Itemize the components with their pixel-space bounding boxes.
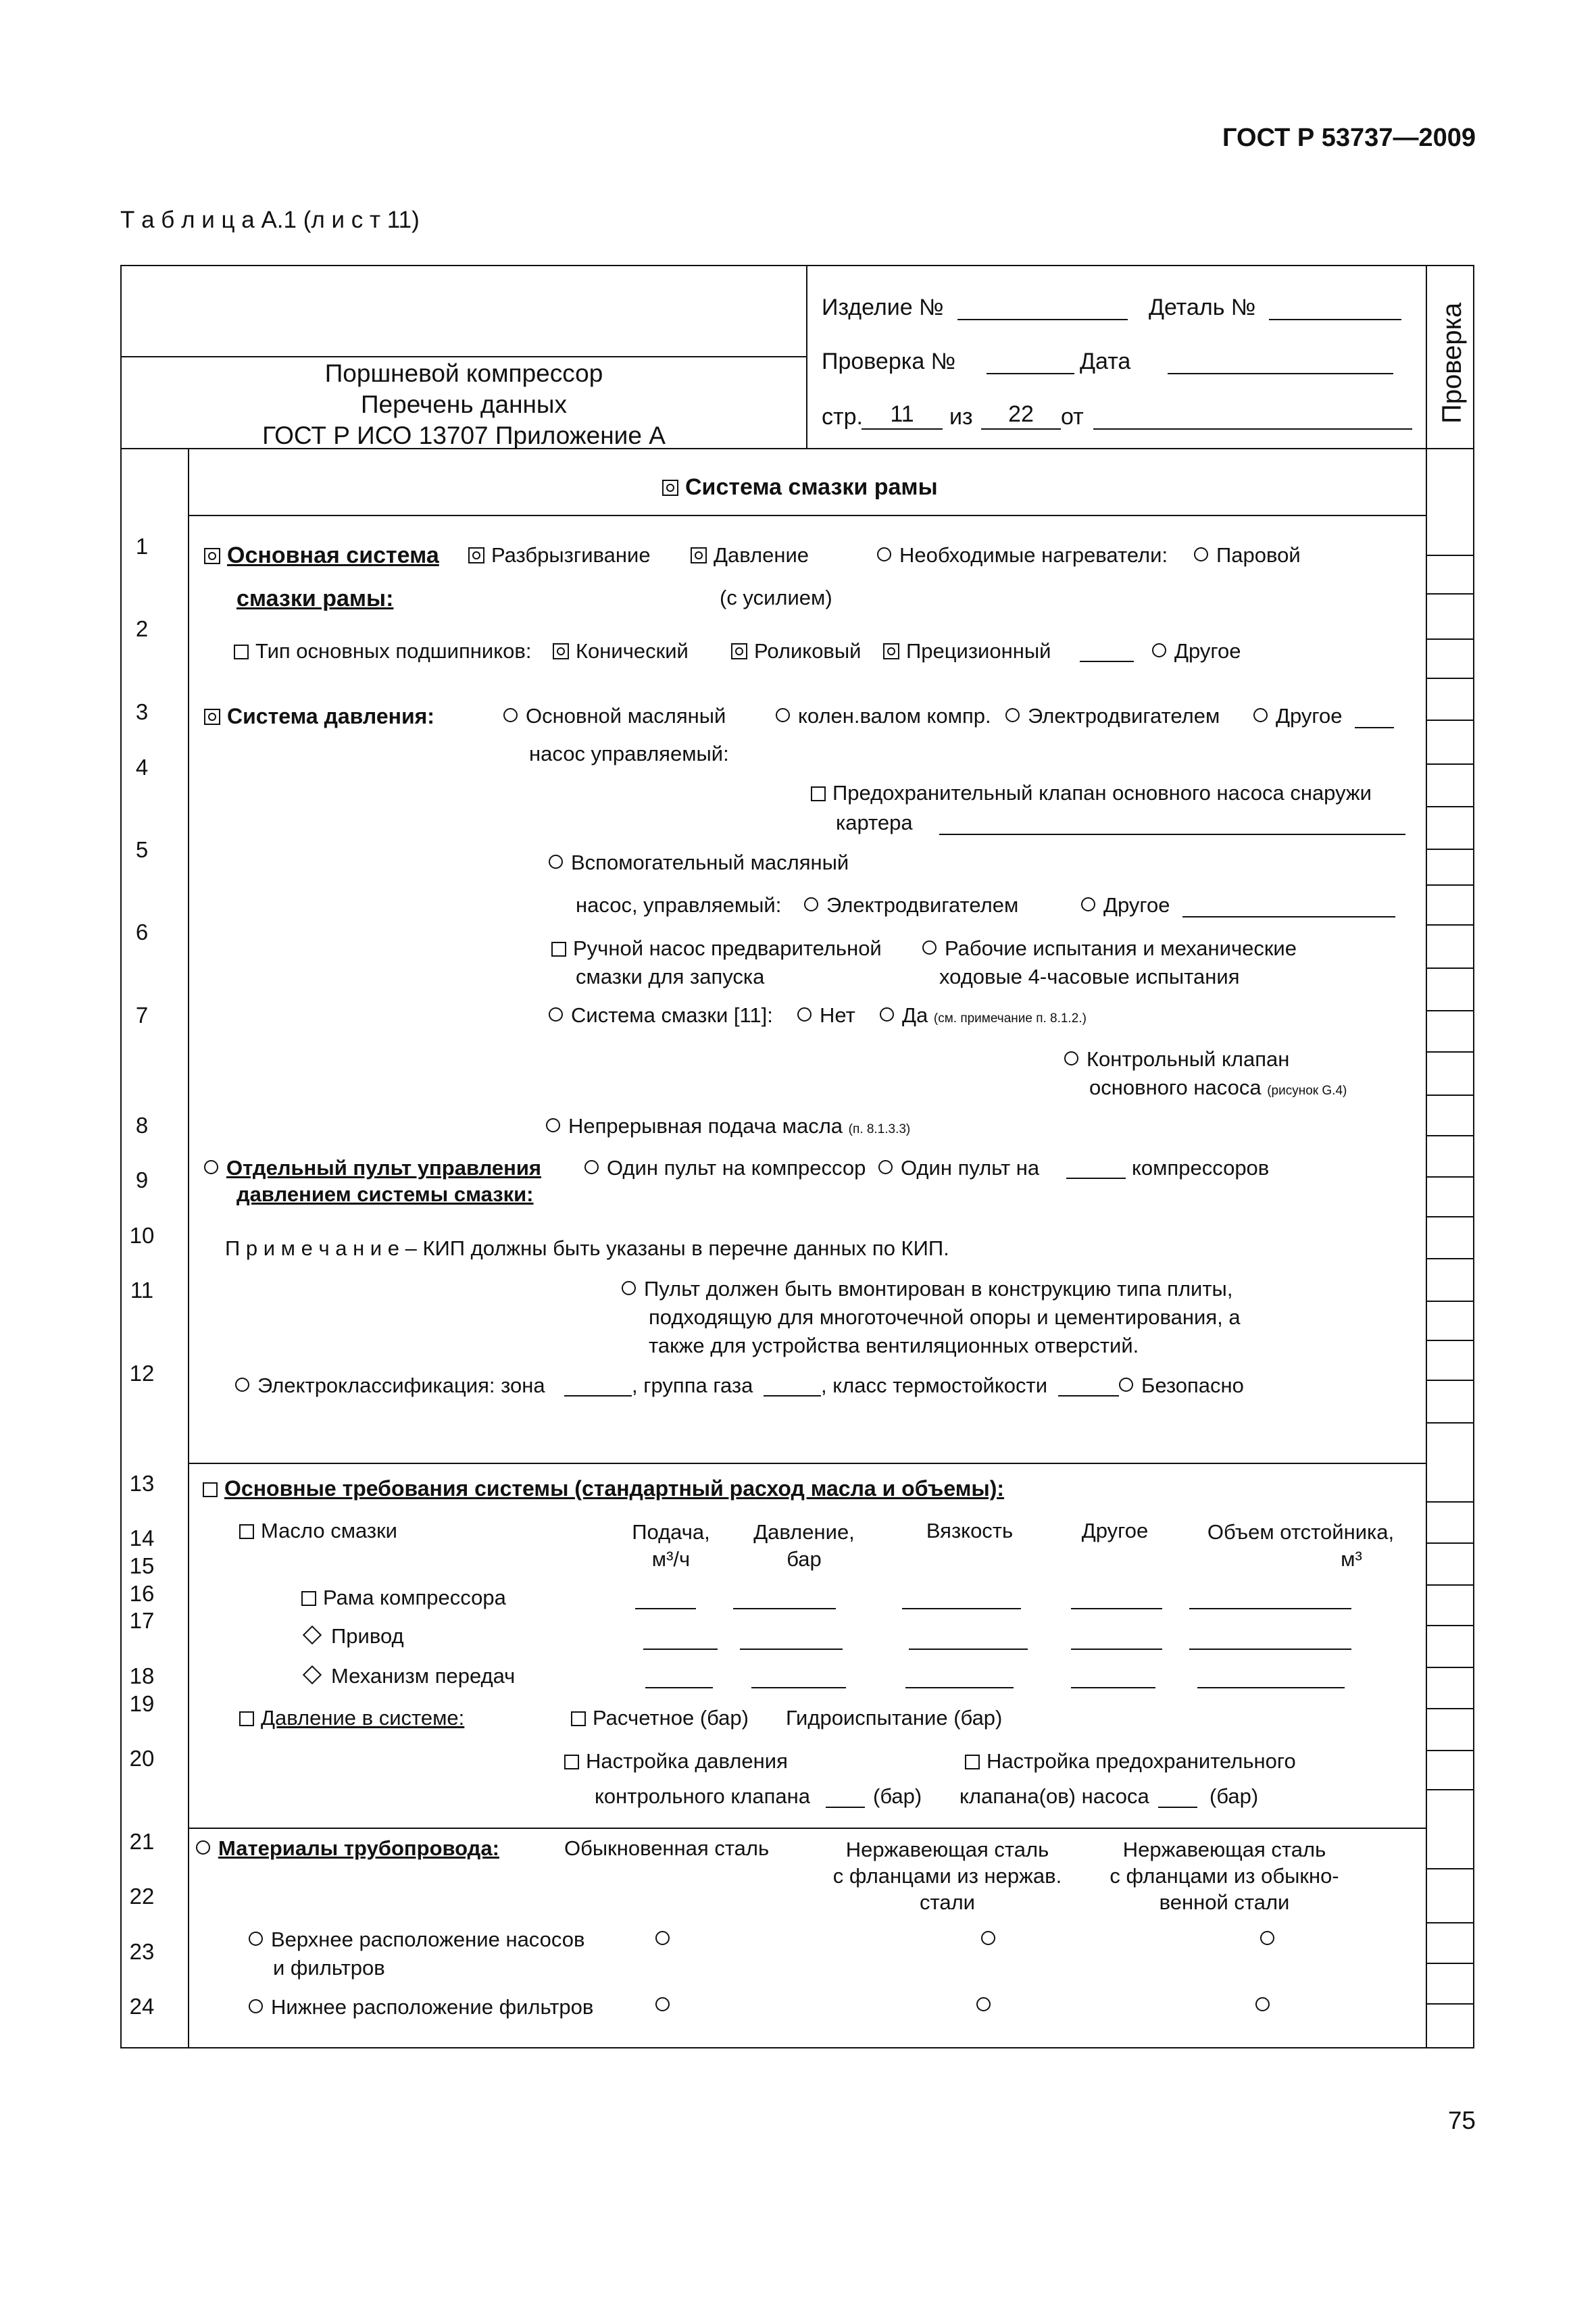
- radio-icon[interactable]: [249, 1932, 263, 1946]
- relief-setting-field[interactable]: [1158, 1807, 1197, 1808]
- radio-icon[interactable]: [1255, 1997, 1270, 2011]
- row-number: 15: [129, 1553, 155, 1578]
- lower-stainless-radio[interactable]: [976, 1997, 999, 2015]
- total-pages: 22: [1008, 401, 1034, 427]
- continuous-feed-option[interactable]: Непрерывная подача масла (п. 8.1.3.3): [546, 1114, 910, 1142]
- gas-group-field[interactable]: [764, 1395, 821, 1397]
- detail-number-label: Деталь №: [1149, 295, 1256, 320]
- aux-pump-label-2: насос, управляемый:: [576, 893, 782, 917]
- item-number-label: Изделие №: [822, 295, 944, 320]
- row-number: 23: [129, 1939, 155, 1964]
- pressure-other-field[interactable]: [1355, 727, 1394, 728]
- date-label: Дата: [1080, 349, 1131, 374]
- drive-feed-field[interactable]: [643, 1649, 718, 1650]
- total-pages-field[interactable]: [981, 428, 1061, 430]
- lower-mixed-radio[interactable]: [1255, 1997, 1278, 2015]
- radio-icon[interactable]: [976, 1997, 991, 2011]
- gear-option[interactable]: Механизм передач: [301, 1664, 515, 1688]
- lube-oil-option[interactable]: Масло смазки: [239, 1519, 397, 1543]
- splash-option[interactable]: Разбрызгивание: [468, 543, 651, 568]
- zone-field[interactable]: [564, 1395, 632, 1397]
- item-number-field[interactable]: [957, 319, 1128, 320]
- radio-icon[interactable]: [1081, 897, 1095, 911]
- radio-icon[interactable]: [776, 708, 790, 722]
- upper-stainless-radio[interactable]: [981, 1931, 1003, 1949]
- gas-group-label: , группа газа: [632, 1374, 753, 1397]
- checkbox-icon[interactable]: [239, 1711, 254, 1726]
- pressure-other-option[interactable]: Другое: [1253, 704, 1343, 728]
- steam-option[interactable]: Паровой: [1194, 543, 1301, 568]
- checked-box-icon[interactable]: [553, 643, 569, 659]
- radio-icon[interactable]: [878, 1160, 893, 1174]
- checkbox-icon[interactable]: [564, 1755, 579, 1769]
- panel-mount-label-2: подходящую для многоточечной опоры и цементирования, а: [649, 1305, 1241, 1329]
- drive-sump-field[interactable]: [1189, 1649, 1351, 1650]
- bearing-other-option[interactable]: Другое: [1152, 639, 1241, 663]
- col-feed-header: Подача, м³/ч: [632, 1520, 710, 1571]
- note-text: П р и м е ч а н и е – КИП должны быть указаны в перечне данных по КИП.: [225, 1236, 949, 1260]
- check-number-field[interactable]: [987, 373, 1074, 374]
- radio-icon[interactable]: [797, 1007, 812, 1022]
- aux-motor-option[interactable]: Электродвигателем: [804, 893, 1018, 917]
- row-number: 12: [129, 1361, 155, 1386]
- aux-other-option[interactable]: Другое: [1081, 893, 1170, 917]
- col-viscosity-header: Вязкость: [926, 1519, 1014, 1542]
- checkbox-icon[interactable]: [203, 1482, 218, 1497]
- drive-option[interactable]: Привод: [301, 1624, 404, 1649]
- check-valve-setting-field[interactable]: [826, 1807, 865, 1808]
- checked-box-icon[interactable]: [731, 643, 747, 659]
- bar-unit-1: (бар): [873, 1784, 922, 1808]
- gear-viscosity-field[interactable]: [905, 1687, 1014, 1688]
- check-valve-setting-option[interactable]: Настройка давления: [564, 1749, 788, 1774]
- pressure-sub: (с усилием): [720, 586, 832, 609]
- frame-sump-field[interactable]: [1189, 1608, 1351, 1609]
- radio-icon[interactable]: [804, 897, 818, 911]
- row-number: 5: [135, 837, 149, 862]
- radio-icon[interactable]: [877, 547, 891, 561]
- relief-setting-label-2: клапана(ов) насоса: [959, 1784, 1149, 1808]
- panel-mount-option[interactable]: Пульт должен быть вмонтирован в конструкцию типа плиты,: [622, 1277, 1232, 1301]
- row-number: 19: [129, 1691, 155, 1716]
- radio-icon[interactable]: [1152, 643, 1166, 657]
- aux-other-field[interactable]: [1182, 916, 1395, 917]
- row-number: 9: [135, 1167, 149, 1192]
- crankshaft-option[interactable]: колен.валом компр.: [776, 704, 991, 728]
- gear-feed-field[interactable]: [645, 1687, 713, 1688]
- lower-carbon-radio[interactable]: [655, 1997, 678, 2015]
- row-number: 14: [129, 1526, 155, 1551]
- tests-option[interactable]: Рабочие испытания и механические: [922, 936, 1297, 961]
- piping-col-stainless: Нержавеющая сталь с фланцами из нержав. стали: [832, 1838, 1062, 1914]
- radio-icon[interactable]: [922, 940, 937, 955]
- radio-icon[interactable]: [503, 708, 518, 722]
- row-number: 3: [135, 699, 149, 724]
- precision-option[interactable]: Прецизионный: [883, 639, 1051, 663]
- calculated-pressure-option[interactable]: Расчетное (бар): [571, 1706, 749, 1730]
- checkbox-icon[interactable]: [301, 1591, 316, 1606]
- of-label: из: [949, 404, 973, 430]
- checkbox-icon[interactable]: [571, 1711, 586, 1726]
- compressors-count-field[interactable]: [1066, 1178, 1126, 1179]
- radio-icon[interactable]: [549, 1007, 563, 1022]
- checkbox-icon[interactable]: [965, 1755, 980, 1769]
- row-number: 16: [129, 1581, 155, 1606]
- piping-materials-option[interactable]: Материалы трубопровода:: [196, 1836, 499, 1861]
- radio-icon[interactable]: [655, 1931, 670, 1945]
- radio-icon[interactable]: [1005, 708, 1020, 722]
- row-number: 20: [129, 1746, 155, 1771]
- one-panel-per-compressor-option[interactable]: Один пульт на компрессор: [584, 1156, 866, 1180]
- radio-icon[interactable]: [196, 1840, 210, 1855]
- piping-col-carbon: Обыкновенная сталь: [564, 1836, 770, 1860]
- page-number-field[interactable]: [862, 428, 943, 430]
- aux-pump-option[interactable]: Вспомогательный масляный: [549, 851, 849, 875]
- radio-icon[interactable]: [546, 1118, 560, 1132]
- frame-pressure-field[interactable]: [733, 1608, 836, 1609]
- radio-icon[interactable]: [1064, 1051, 1078, 1065]
- upper-pumps-label-2: и фильтров: [273, 1956, 385, 1980]
- hand-pump-label-2: смазки для запуска: [576, 965, 765, 988]
- date-field[interactable]: [1168, 373, 1393, 374]
- title-line-3: ГОСТ Р ИСО 13707 Приложение А: [262, 422, 666, 449]
- main-pump-option[interactable]: Основной масляный: [503, 704, 726, 728]
- system-pressure-option[interactable]: Давление в системе:: [239, 1706, 464, 1730]
- separate-panel-option[interactable]: Отдельный пульт управления: [204, 1156, 541, 1180]
- title-line-1: Поршневой компрессор: [324, 359, 603, 387]
- upper-carbon-radio[interactable]: [655, 1931, 678, 1949]
- pressure-system[interactable]: Система давления:: [204, 704, 434, 729]
- page-number: 11: [890, 401, 914, 427]
- from-label: от: [1061, 404, 1084, 430]
- gear-pressure-field[interactable]: [751, 1687, 846, 1688]
- diamond-icon[interactable]: [303, 1665, 322, 1684]
- section-title: Система смазки рамы: [662, 474, 938, 501]
- row-number: 4: [135, 755, 149, 780]
- col-other-header: Другое: [1081, 1519, 1149, 1542]
- separate-panel-label-2: давлением системы смазки:: [236, 1182, 534, 1206]
- electrical-classification-option[interactable]: Электроклассификация: зона: [235, 1374, 545, 1398]
- bearing-blank-field[interactable]: [1080, 661, 1134, 662]
- diamond-icon[interactable]: [303, 1626, 322, 1644]
- relief-valve-option[interactable]: Предохранительный клапан основного насоса снаружи: [811, 781, 1372, 805]
- hand-pump-option[interactable]: Ручной насос предварительной: [551, 936, 882, 961]
- checkbox-icon[interactable]: [811, 786, 826, 801]
- row-number: 22: [129, 1884, 155, 1909]
- lower-filters-option[interactable]: Нижнее расположение фильтров: [249, 1995, 593, 2019]
- form-title: [122, 358, 806, 451]
- frame-feed-field[interactable]: [635, 1608, 696, 1609]
- conical-option[interactable]: Конический: [553, 639, 689, 663]
- tests-label-2: ходовые 4-часовые испытания: [939, 965, 1240, 988]
- radio-icon[interactable]: [1119, 1378, 1133, 1392]
- row-number: 18: [129, 1663, 155, 1688]
- radio-icon[interactable]: [549, 855, 563, 869]
- relief-setting-option[interactable]: Настройка предохранительного: [965, 1749, 1296, 1774]
- gear-sump-field[interactable]: [1197, 1687, 1345, 1688]
- col-sump-header: Объем отстойника, м³: [1207, 1520, 1395, 1571]
- panel-mount-label-3: также для устройства вентиляционных отверстий.: [649, 1334, 1139, 1357]
- drive-viscosity-field[interactable]: [909, 1649, 1028, 1650]
- radio-icon[interactable]: [204, 1160, 218, 1174]
- radio-icon[interactable]: [1260, 1931, 1274, 1945]
- bearing-type[interactable]: Тип основных подшипников:: [234, 639, 531, 663]
- checked-box-icon[interactable]: [204, 548, 220, 564]
- radio-icon[interactable]: [880, 1007, 894, 1022]
- lube-11-option[interactable]: Система смазки [11]:: [549, 1003, 773, 1028]
- check-number-label: Проверка №: [822, 349, 956, 374]
- row-number: 2: [135, 616, 149, 641]
- page-number-footer: 75: [1447, 2107, 1476, 2134]
- radio-icon[interactable]: [249, 1999, 263, 2013]
- roller-option[interactable]: Роликовый: [731, 639, 862, 663]
- table-caption: Т а б л и ц а А.1 (л и с т 11): [120, 207, 420, 233]
- main-lube-system[interactable]: Основная система: [204, 543, 439, 568]
- piping-col-mixed: Нержавеющая сталь с фланцами из обыкно- венной стали: [1109, 1838, 1339, 1914]
- row-number: 11: [130, 1278, 154, 1303]
- upper-mixed-radio[interactable]: [1260, 1931, 1282, 1949]
- row-number: 21: [129, 1829, 155, 1854]
- checkbox-icon[interactable]: [551, 942, 566, 957]
- checked-box-icon[interactable]: [883, 643, 899, 659]
- requirements-option[interactable]: Основные требования системы (стандартный расход масла и объемы):: [203, 1476, 1004, 1501]
- temp-class-label: , класс термостойкости: [821, 1374, 1048, 1397]
- frame-other-field[interactable]: [1071, 1608, 1162, 1609]
- hydrotest-label: Гидроиспытание (бар): [786, 1706, 1003, 1730]
- relief-valve-field[interactable]: [939, 834, 1405, 835]
- row-number: 17: [129, 1608, 155, 1633]
- radio-icon[interactable]: [584, 1160, 599, 1174]
- col-pressure-header: Давление, бар: [753, 1520, 855, 1571]
- radio-icon[interactable]: [622, 1281, 636, 1295]
- checkbox-icon[interactable]: [239, 1524, 254, 1539]
- upper-pumps-option[interactable]: Верхнее расположение насосов: [249, 1928, 584, 1952]
- one-panel-on-option[interactable]: Один пульт на: [878, 1156, 1039, 1180]
- drive-other-field[interactable]: [1071, 1649, 1162, 1650]
- row-number: 8: [135, 1113, 149, 1138]
- row-number: 10: [129, 1223, 155, 1248]
- check-valve-setting-label-2: контрольного клапана: [595, 1784, 810, 1808]
- check-side-label: Проверка: [1437, 302, 1467, 424]
- safe-option[interactable]: Безопасно: [1119, 1374, 1244, 1398]
- checkbox-icon[interactable]: [234, 645, 249, 659]
- yes-option[interactable]: Да (см. примечание п. 8.1.2.): [880, 1003, 1087, 1031]
- motor-option[interactable]: Электродвигателем: [1005, 704, 1220, 728]
- radio-icon[interactable]: [1194, 547, 1208, 561]
- no-option[interactable]: Нет: [797, 1003, 855, 1028]
- checked-box-icon[interactable]: [204, 709, 220, 725]
- temp-class-field[interactable]: [1058, 1395, 1119, 1397]
- page-label: стр.: [822, 404, 863, 430]
- check-valve-option[interactable]: Контрольный клапан: [1064, 1047, 1289, 1072]
- row-number: 6: [135, 920, 149, 945]
- title-line-2: Перечень данных: [360, 391, 568, 418]
- radio-icon[interactable]: [235, 1378, 249, 1392]
- heaters-option[interactable]: Необходимые нагреватели:: [877, 543, 1168, 568]
- standard-code: ГОСТ Р 53737—2009: [1222, 124, 1476, 152]
- from-field[interactable]: [1093, 428, 1412, 430]
- row-number: 1: [135, 534, 149, 559]
- drive-pressure-field[interactable]: [740, 1649, 843, 1650]
- frame-viscosity-field[interactable]: [902, 1608, 1021, 1609]
- bar-unit-2: (бар): [1210, 1784, 1259, 1808]
- checked-box-icon[interactable]: [691, 547, 707, 563]
- main-pump-label-2: насос управляемый:: [529, 742, 729, 765]
- checked-box-icon[interactable]: [468, 547, 484, 563]
- check-valve-label-2: основного насоса (рисунок G.4): [1089, 1076, 1347, 1099]
- frame-option[interactable]: Рама компрессора: [301, 1586, 506, 1610]
- checked-box-icon[interactable]: [662, 480, 678, 496]
- main-lube-system-label-2: смазки рамы:: [236, 586, 394, 611]
- pressure-option[interactable]: Давление: [691, 543, 809, 568]
- radio-icon[interactable]: [655, 1997, 670, 2011]
- row-number: 7: [135, 1003, 149, 1028]
- relief-valve-label-2: картера: [836, 811, 913, 834]
- compressors-label: компрессоров: [1132, 1156, 1270, 1180]
- radio-icon[interactable]: [1253, 708, 1268, 722]
- row-number: 24: [129, 1994, 155, 2019]
- row-number: 13: [129, 1471, 155, 1496]
- gear-other-field[interactable]: [1071, 1687, 1155, 1688]
- detail-number-field[interactable]: [1269, 319, 1401, 320]
- radio-icon[interactable]: [981, 1931, 995, 1945]
